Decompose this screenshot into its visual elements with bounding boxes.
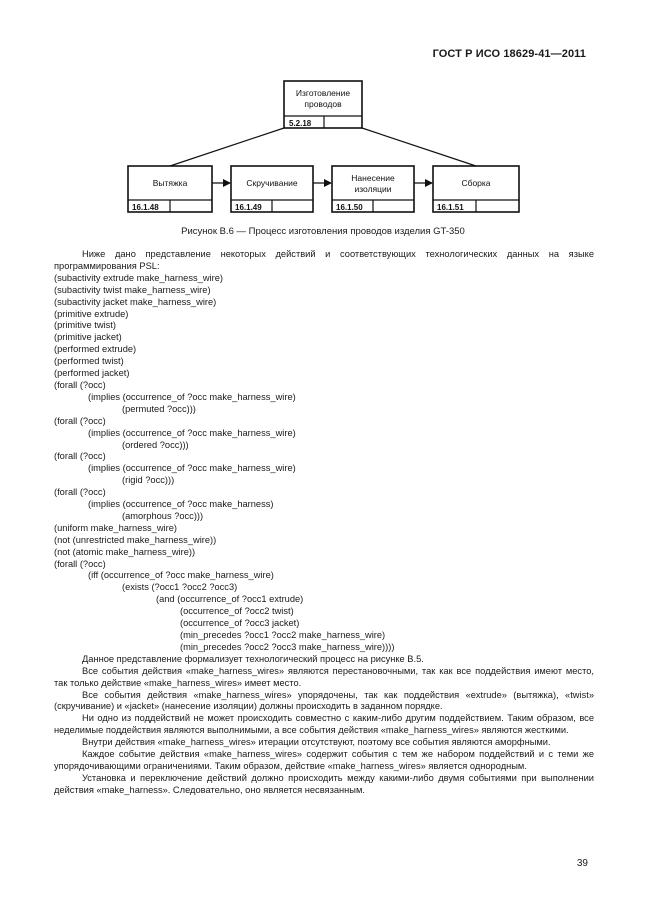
code-line: (implies (occurrence_of ?occ make_harness_wire) — [88, 463, 296, 474]
box-code: 16.1.49 — [235, 203, 262, 212]
box-label-line2: изоляции — [354, 184, 392, 194]
code-line: (subactivity extrude make_harness_wire) — [54, 272, 223, 283]
connector-line — [362, 128, 476, 166]
box-label: Сборка — [461, 178, 491, 188]
code-line: (rigid ?occ))) — [122, 475, 175, 486]
code-line: (occurrence_of ?occ2 twist) — [180, 606, 294, 617]
paragraph: Каждое событие действия «make_harness_wires» содержит события с тем же набором поддействий и с теми же упорядочивающими ограничениями. Таким образом, действие «make_harness_wires» является однородным. — [54, 749, 594, 771]
connector-line — [170, 128, 284, 166]
code-line: (subactivity jacket make_harness_wire) — [54, 296, 217, 307]
code-line: (amorphous ?occ))) — [122, 510, 204, 521]
box-code: 16.1.48 — [132, 203, 159, 212]
box-label: Вытяжка — [152, 178, 188, 188]
process-box-twist — [231, 166, 313, 212]
page-number: 39 — [576, 858, 588, 869]
code-line: (and (occurrence_of ?occ1 extrude) — [156, 594, 304, 605]
paragraph: Все события действия «make_harness_wires» упорядочены, так как поддействия «extrude» (вытяжка), «twist» (скручивание) и «jacket» (нанесение изоляции) должны происходить в заданном порядке. — [54, 689, 594, 712]
process-diagram — [0, 0, 646, 225]
paragraph: Все события действия «make_harness_wires» являются перестановочными, так как все поддействия имеют место, так только действие «make_harness_wires» имеет место. — [54, 665, 594, 688]
code-line: (min_precedes ?occ1 ?occ2 make_harness_wire) — [180, 630, 386, 640]
code-line: (forall (?occ) — [54, 487, 106, 498]
body-text — [54, 249, 594, 797]
code-line: (forall (?occ) — [54, 451, 106, 462]
paragraph: Данное представление формализует технологический процесс на рисунке В.5. — [82, 653, 424, 664]
top-box-code: 5.2.18 — [289, 119, 312, 128]
box-code: 16.1.51 — [437, 203, 464, 212]
code-line: (performed twist) — [54, 356, 124, 367]
psl-code-block — [54, 273, 594, 654]
figure-caption: Рисунок В.6 — Процесс изготовления проводов изделия GT-350 — [181, 226, 465, 237]
code-line: (subactivity twist make_harness_wire) — [54, 284, 211, 295]
code-line: (primitive twist) — [54, 320, 116, 331]
paragraph: Внутри действия «make_harness_wires» итерации отсутствуют, поэтому все события являются аморфными. — [82, 737, 551, 748]
code-line: (forall (?occ) — [54, 379, 106, 390]
code-line: (performed jacket) — [54, 368, 130, 379]
process-box-jacket — [332, 166, 414, 212]
code-line: (iff (occurrence_of ?occ make_harness_wire) — [88, 570, 274, 581]
box-label: Скручивание — [246, 178, 298, 188]
code-line: (implies (occurrence_of ?occ make_harness_wire) — [88, 391, 296, 402]
code-line: (ordered ?occ))) — [122, 439, 189, 450]
code-line: (implies (occurrence_of ?occ make_harness_wire) — [88, 427, 296, 438]
code-line: (permuted ?occ))) — [122, 403, 196, 414]
process-box-extrude — [128, 166, 212, 212]
code-line: (not (atomic make_harness_wire)) — [54, 546, 196, 557]
box-label-line1: Нанесение — [351, 173, 395, 183]
code-line: (occurrence_of ?occ3 jacket) — [180, 618, 300, 629]
code-line: (implies (occurrence_of ?occ make_harness) — [88, 499, 274, 510]
code-line: (performed extrude) — [54, 344, 137, 355]
code-line: (forall (?occ) — [54, 558, 106, 569]
code-line: (uniform make_harness_wire) — [54, 522, 177, 533]
code-line: (forall (?occ) — [54, 415, 106, 426]
code-line: (exists (?occ1 ?occ2 ?occ3) — [122, 582, 238, 593]
process-box-assembly — [433, 166, 519, 212]
top-process-box — [284, 81, 362, 128]
box-code: 16.1.50 — [336, 203, 363, 212]
code-line: (not (unrestricted make_harness_wire)) — [54, 534, 217, 545]
code-line: (primitive jacket) — [54, 332, 122, 343]
intro-paragraph: Ниже дано представление некоторых действий и соответствующих технологических данных на языке программирования PSL: — [54, 249, 594, 271]
top-box-label-line2: проводов — [304, 99, 342, 109]
paragraph: Ни одно из поддействий не может происходить совместно с каким-либо другим поддействием. Таким образом, все неделимые поддействия являются выполнимыми, а все события действия «make_harness_wires» являются жесткими. — [54, 713, 594, 736]
code-line: (primitive extrude) — [54, 308, 129, 319]
top-box-label-line1: Изготовление — [295, 88, 351, 98]
code-line: (min_precedes ?occ2 ?occ3 make_harness_wire)))) — [180, 641, 395, 652]
standard-header: ГОСТ Р ИСО 18629-41—2011 — [432, 48, 586, 60]
paragraph: Установка и переключение действий должно происходить между какими-либо двумя событиями при выполнении действия «make_harness». Следовательно, оно является несвязанным. — [54, 772, 594, 795]
